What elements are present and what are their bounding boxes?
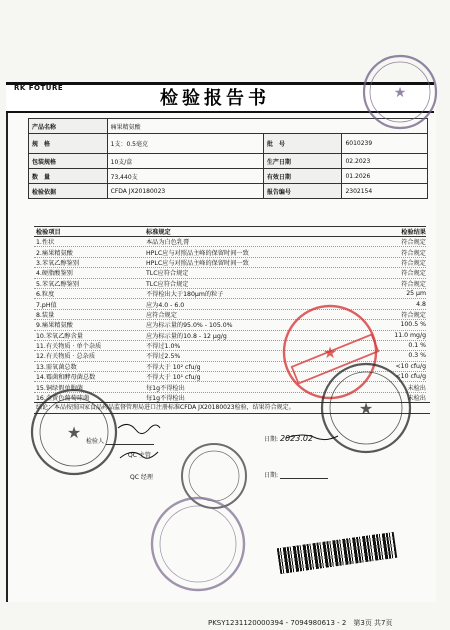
test-standard: TLC应符合规定 [146,270,189,278]
test-result: 25 μm [406,290,426,298]
test-row [34,268,426,278]
test-standard: 应符合规定 [146,311,177,319]
test-standard: 每1g不得检出 [146,384,185,392]
test-item: 10.苯氧乙醇含量 [36,332,83,340]
test-result: <10 cfu/g [395,362,426,370]
test-row [34,382,426,392]
qc-supervisor-label: QC 主管 [128,452,151,459]
inspector-signature-line [106,436,154,445]
test-result: 4.8 [416,300,426,308]
test-row [34,258,426,268]
date2-label: 日期: [264,472,279,479]
stamp-red-star-icon: ★ [322,343,338,362]
product-name-label: 产品名称 [29,119,108,134]
test-item: 12.有关物质 · 总杂质 [36,353,96,361]
test-result: 符合规定 [401,249,426,257]
col-standard: 标准规定 [146,229,171,236]
qc-supervisor-signature [128,450,151,459]
report-no-label: 报告编号 [263,184,342,199]
report-title: 检验报告书 [160,88,270,109]
test-row [34,372,426,382]
test-item: 2.痛果精氨酸 [36,249,73,257]
qc-manager-signature [130,472,153,481]
test-row [34,279,426,289]
std-value: CFDA JX20180023 [107,184,263,199]
test-standard: HPLC应与对照品主峰的保留时间一致 [146,259,249,267]
test-standard: 不得过2.5% [146,353,181,361]
pack-label: 包装规格 [29,154,108,169]
test-result: 0.3 % [408,352,426,360]
stamp-star-icon: ★ [393,85,407,101]
test-item: 13.需氧菌总数 [36,363,77,371]
company-mark: RK FOTURE [14,84,64,92]
qc-manager-label: QC 经理 [130,474,153,481]
date1-label: 日期: [264,436,279,443]
exp-date-label: 有效日期 [263,169,342,184]
test-standard: 不得大于 10² cfu/g [146,363,201,371]
test-item: 9.痛果精氨酸 [36,322,73,330]
exp-date-value: 01.2026 [342,169,428,184]
test-row [34,289,426,299]
col-result: 检验结果 [401,229,426,236]
test-item: 7.pH值 [36,301,57,309]
mfg-date-value: 02.2023 [342,154,428,169]
batch-label: 批 号 [263,134,342,154]
qty-label: 数 量 [29,169,108,184]
test-result: 未检出 [407,384,426,392]
std-label: 检验依据 [29,184,108,199]
test-item: 14.霉菌和酵母菌总数 [36,374,96,382]
test-row [34,362,426,372]
spec-value: 1支：0.5毫克 [107,134,263,154]
test-row [34,237,426,247]
test-item: 16.金黄色葡萄球菌 [36,395,90,403]
test-row [34,351,426,361]
pack-value: 10支/盒 [107,154,263,169]
test-result: 0.1 % [408,342,426,350]
test-item: 6.粒度 [36,291,55,299]
col-item: 检验项目 [36,229,61,236]
test-standard: 每1g不得检出 [146,395,185,403]
product-info-table [28,118,428,199]
product-name-value: 痛果精氨酸 [107,119,427,134]
date-field-1 [264,434,313,443]
test-standard: 应为标示量的10.8 - 12 μg/g [146,332,227,340]
qty-value: 73,440支 [107,169,263,184]
test-item: 8.装量 [36,311,55,319]
page-footer: PKSY1231120000394 - 7094980613 - 2 第3页 共7页 [208,619,393,627]
test-row [34,299,426,309]
test-row [34,341,426,351]
test-item: 1.性状 [36,239,55,247]
test-standard: HPLC应与对照品主峰的保留时间一致 [146,249,249,257]
test-result: 11.0 mg/g [394,331,426,339]
test-result: 符合规定 [401,311,426,319]
test-standard: 不得大于 10¹ cfu/g [146,374,201,382]
test-row [34,310,426,320]
inspector-signature [86,436,154,445]
stamp-black-star-icon: ★ [358,399,374,418]
test-row [34,320,426,330]
mfg-date-label: 生产日期 [263,154,342,169]
date-field-2 [264,470,328,479]
test-item: 4.硬脂酸鉴别 [36,270,73,278]
test-standard: 本品为白色乳膏 [146,239,190,247]
test-result: 符合规定 [401,259,426,267]
report-no-value: 2302154 [342,184,428,199]
batch-value: 6010239 [342,134,428,154]
test-standard: 应为4.0 - 6.0 [146,301,185,309]
conclusion-text: 结论：本品按照国家食品药品监督管理局进口注册标准CFDA JX20180023检验，结果符合规定。 [34,402,430,414]
test-row [34,331,426,341]
stamp-left-star-icon: ★ [66,423,82,442]
date2-line [280,470,328,479]
test-result: <10 cfu/g [395,373,426,381]
inspector-label: 检验人 [86,438,105,445]
test-items-header [34,226,426,237]
test-result: 符合规定 [401,239,426,247]
test-item: 5.苯氧乙醇鉴别 [36,280,80,288]
date1-value: 2023.02 [279,434,314,443]
test-row [34,247,426,257]
test-result: 未检出 [407,395,426,403]
test-standard: 应为标示量的95.0% - 105.0% [146,322,233,330]
test-standard: TLC应符合规定 [146,280,189,288]
test-standard: 不得过1.0% [146,343,181,351]
test-item: 3.苯氧乙醇鉴别 [36,259,80,267]
test-standard: 不得检出大于180μm的粒子 [146,291,224,299]
test-item: 11.有关物质 · 单个杂质 [36,343,102,351]
test-item: 15.铜绿假单胞菌 [36,384,83,392]
test-result: 100.5 % [400,321,426,329]
test-items-table [34,226,426,403]
test-result: 符合规定 [401,280,426,288]
spec-label: 规 格 [29,134,108,154]
test-result: 符合规定 [401,270,426,278]
